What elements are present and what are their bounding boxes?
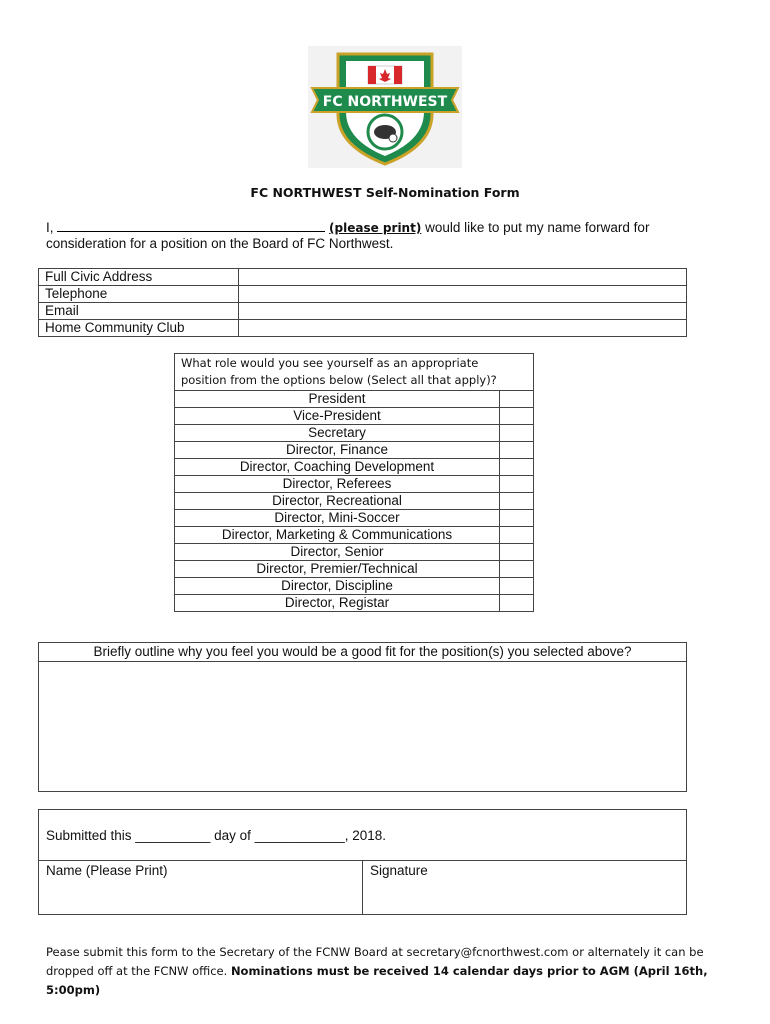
name-blank-line[interactable] [57, 220, 325, 232]
role-label: Secretary [175, 425, 500, 442]
role-checkbox[interactable] [500, 493, 534, 510]
role-label: Director, Senior [175, 544, 500, 561]
role-row [175, 476, 534, 493]
role-checkbox[interactable] [500, 442, 534, 459]
contact-label: Home Community Club [39, 320, 239, 337]
role-checkbox[interactable] [500, 476, 534, 493]
footer-line-1: Pease submit this form to the Secretary of the FCNW Board at secretary@fcnorthwest.com or alternately it can be [46, 945, 704, 959]
role-checkbox[interactable] [500, 527, 534, 544]
role-label: Director, Premier/Technical [175, 561, 500, 578]
form-title: FC NORTHWEST Self-Nomination Form [250, 185, 520, 200]
roles-question: What role would you see yourself as an appropriate position from the options below (Select all that apply)? [175, 354, 534, 391]
role-checkbox[interactable] [500, 544, 534, 561]
contact-row [39, 286, 687, 303]
contact-label: Email [39, 303, 239, 320]
footer-line-2: dropped off at the FCNW office. [46, 964, 228, 978]
fc-northwest-logo [308, 46, 462, 168]
role-row [175, 561, 534, 578]
role-label: Director, Finance [175, 442, 500, 459]
please-print-label: (please print) [329, 221, 422, 235]
address-input[interactable] [239, 269, 687, 286]
role-label: Director, Referees [175, 476, 500, 493]
role-label: President [175, 391, 500, 408]
contact-row [39, 269, 687, 286]
footer-deadline: Nominations must be received 14 calendar days prior to AGM (April 16th, 5:00pm) [46, 964, 708, 997]
role-row [175, 510, 534, 527]
role-checkbox[interactable] [500, 595, 534, 612]
roles-table [174, 353, 534, 612]
role-label: Director, Marketing & Communications [175, 527, 500, 544]
role-row [175, 442, 534, 459]
submitted-date-line[interactable]: Submitted this __________ day of ____________, 2018. [46, 828, 387, 843]
intro-paragraph [46, 220, 726, 252]
name-signature-row [39, 860, 686, 915]
role-row [175, 527, 534, 544]
role-checkbox[interactable] [500, 510, 534, 527]
role-row [175, 578, 534, 595]
contact-table [38, 268, 687, 337]
role-row [175, 459, 534, 476]
role-row [175, 391, 534, 408]
role-row [175, 493, 534, 510]
fit-question: Briefly outline why you feel you would be a good fit for the position(s) you selected above? [39, 643, 686, 662]
submission-box [38, 809, 687, 915]
intro-text-2: consideration for a position on the Board of FC Northwest. [46, 236, 394, 251]
contact-label: Telephone [39, 286, 239, 303]
role-checkbox[interactable] [500, 459, 534, 476]
role-checkbox[interactable] [500, 408, 534, 425]
role-checkbox[interactable] [500, 578, 534, 595]
contact-row [39, 320, 687, 337]
role-label: Director, Recreational [175, 493, 500, 510]
role-label: Director, Mini-Soccer [175, 510, 500, 527]
telephone-input[interactable] [239, 286, 687, 303]
role-row [175, 595, 534, 612]
fit-answer-area[interactable] [39, 662, 686, 792]
community-club-input[interactable] [239, 320, 687, 337]
fit-box [38, 642, 687, 792]
divider [362, 861, 363, 915]
footer-instructions [46, 943, 736, 1000]
role-label: Director, Discipline [175, 578, 500, 595]
role-checkbox[interactable] [500, 561, 534, 578]
name-print-label[interactable]: Name (Please Print) [46, 863, 168, 878]
logo-text: FC NORTHWEST [322, 94, 448, 110]
contact-row [39, 303, 687, 320]
role-row [175, 425, 534, 442]
role-row [175, 408, 534, 425]
signature-label[interactable]: Signature [370, 863, 428, 878]
role-checkbox[interactable] [500, 391, 534, 408]
intro-prefix: I, [46, 220, 54, 235]
email-input[interactable] [239, 303, 687, 320]
role-label: Vice-President [175, 408, 500, 425]
role-label: Director, Coaching Development [175, 459, 500, 476]
role-row [175, 544, 534, 561]
role-checkbox[interactable] [500, 425, 534, 442]
contact-label: Full Civic Address [39, 269, 239, 286]
role-label: Director, Registar [175, 595, 500, 612]
intro-text-1: would like to put my name forward for [425, 220, 650, 235]
